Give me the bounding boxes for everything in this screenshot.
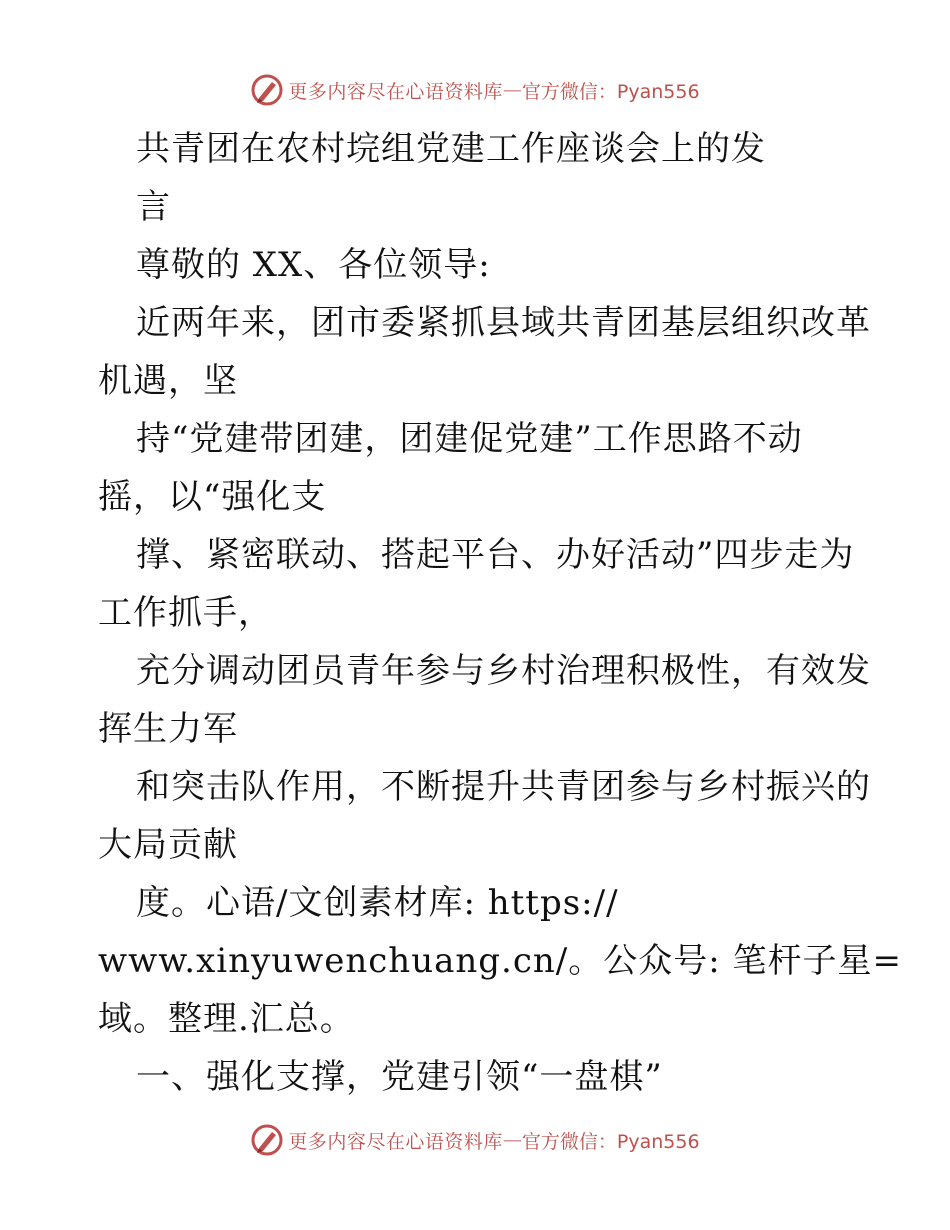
document-line: 言 xyxy=(136,187,171,227)
banner-separator: — xyxy=(502,1129,522,1151)
banner-wechat: 官方微信：Pyan556 xyxy=(521,1130,700,1153)
document-line: 工作抓手， xyxy=(98,593,273,633)
document-line: 共青团在农村垸组党建工作座谈会上的发 xyxy=(136,129,766,169)
banner-wechat: 官方微信：Pyan556 xyxy=(521,80,700,103)
document-line: 和突击队作用，不断提升共青团参与乡村振兴的 xyxy=(136,767,871,807)
document-line: 一、强化支撑，党建引领“一盘棋” xyxy=(136,1057,663,1097)
document-line: 撑、紧密联动、搭起平台、办好活动”四步走为 xyxy=(136,535,855,575)
pen-logo-icon xyxy=(250,1123,284,1157)
document-line: 机遇，坚 xyxy=(98,361,238,401)
document-line: 持“党建带团建，团建促党建”工作思路不动 xyxy=(136,419,803,459)
document-line: 近两年来，团市委紧抓县域共青团基层组织改革 xyxy=(136,303,871,343)
banner-text: 更多内容尽在心语资料库 xyxy=(288,80,503,103)
header-watermark-banner xyxy=(0,70,950,110)
document-line: 尊敬的 XX、各位领导: xyxy=(136,245,491,285)
banner-text: 更多内容尽在心语资料库 xyxy=(288,1130,503,1153)
document-line: 摇，以“强化支 xyxy=(98,477,327,517)
document-line: www.xinyuwenchuang.cn/。公众号: 笔杆子星= xyxy=(98,941,902,981)
document-body xyxy=(98,120,902,1106)
banner-separator: — xyxy=(502,79,522,101)
document-line: 充分调动团员青年参与乡村治理积极性，有效发 xyxy=(136,651,871,691)
document-line: 域。整理.汇总。 xyxy=(98,999,355,1039)
footer-watermark-banner xyxy=(0,1120,950,1160)
pen-logo-icon xyxy=(250,73,284,107)
document-line: 大局贡献 xyxy=(98,825,238,865)
document-line: 挥生力军 xyxy=(98,709,238,749)
document-line: 度。心语/文创素材库: https:// xyxy=(136,883,619,923)
